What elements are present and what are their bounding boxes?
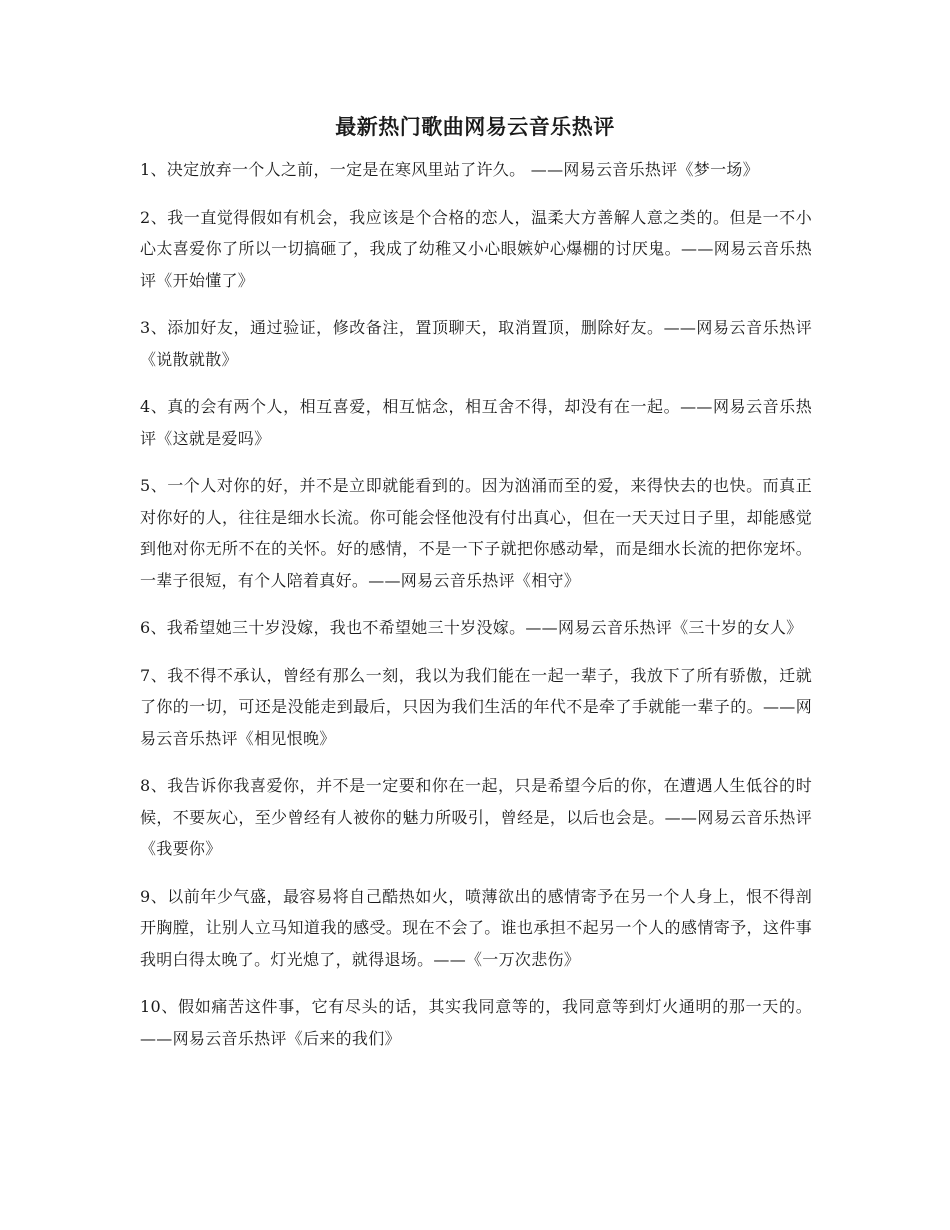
comment-entry-9: 9、以前年少气盛，最容易将自己酷热如火，喷薄欲出的感情寄予在另一个人身上，恨不得剖开胸膛，让别人立马知道我的感受。现在不会了。谁也承担不起另一个人的感情寄予，这件事我明白得太晚了。灯光熄了，就得退场。——《一万次悲伤》 (140, 886, 812, 969)
comment-entry-10: 10、假如痛苦这件事，它有尽头的话，其实我同意等的，我同意等到灯火通明的那一天的。——网易云音乐热评《后来的我们》 (140, 997, 812, 1048)
comment-entry-1: 1、决定放弃一个人之前，一定是在寒风里站了许久。 ——网易云音乐热评《梦一场》 (140, 160, 759, 179)
comment-entry-8: 8、我告诉你我喜爱你，并不是一定要和你在一起，只是希望今后的你，在遭遇人生低谷的时候，不要灰心，至少曾经有人被你的魅力所吸引，曾经是，以后也会是。——网易云音乐热评《我要你》 (140, 776, 812, 858)
document-title: 最新热门歌曲网易云音乐热评 (335, 114, 615, 139)
document-body (140, 154, 812, 1070)
comment-entry-6: 6、我希望她三十岁没嫁，我也不希望她三十岁没嫁。——网易云音乐热评《三十岁的女人》 (140, 618, 803, 637)
comment-entry-5: 5、一个人对你的好，并不是立即就能看到的。因为汹涌而至的爱，来得快去的也快。而真正对你好的人，往往是细水长流。你可能会怪他没有付出真心，但在一天天过日子里，却能感觉到他对你无所不在的关怀。好的感情，不是一下子就把你感动晕，而是细水长流的把你宠坏。一辈子很短，有个人陪着真好。——网易云音乐热评《相守》 (140, 476, 812, 590)
comment-entry-2: 2、我一直觉得假如有机会，我应该是个合格的恋人，温柔大方善解人意之类的。但是一不小心太喜爱你了所以一切搞砸了，我成了幼稚又小心眼嫉妒心爆棚的讨厌鬼。——网易云音乐热评《开始懂了》 (140, 207, 812, 290)
comment-entry-3: 3、添加好友，通过验证，修改备注，置顶聊天，取消置顶，删除好友。——网易云音乐热评《说散就散》 (140, 318, 812, 369)
comment-entry-4: 4、真的会有两个人，相互喜爱，相互惦念，相互舍不得，却没有在一起。——网易云音乐热评《这就是爱吗》 (140, 397, 812, 448)
comment-entry-7: 7、我不得不承认，曾经有那么一刻，我以为我们能在一起一辈子，我放下了所有骄傲，迁就了你的一切，可还是没能走到最后，只因为我们生活的年代不是牵了手就能一辈子的。——网易云音乐热评《相见恨晚》 (140, 665, 812, 748)
